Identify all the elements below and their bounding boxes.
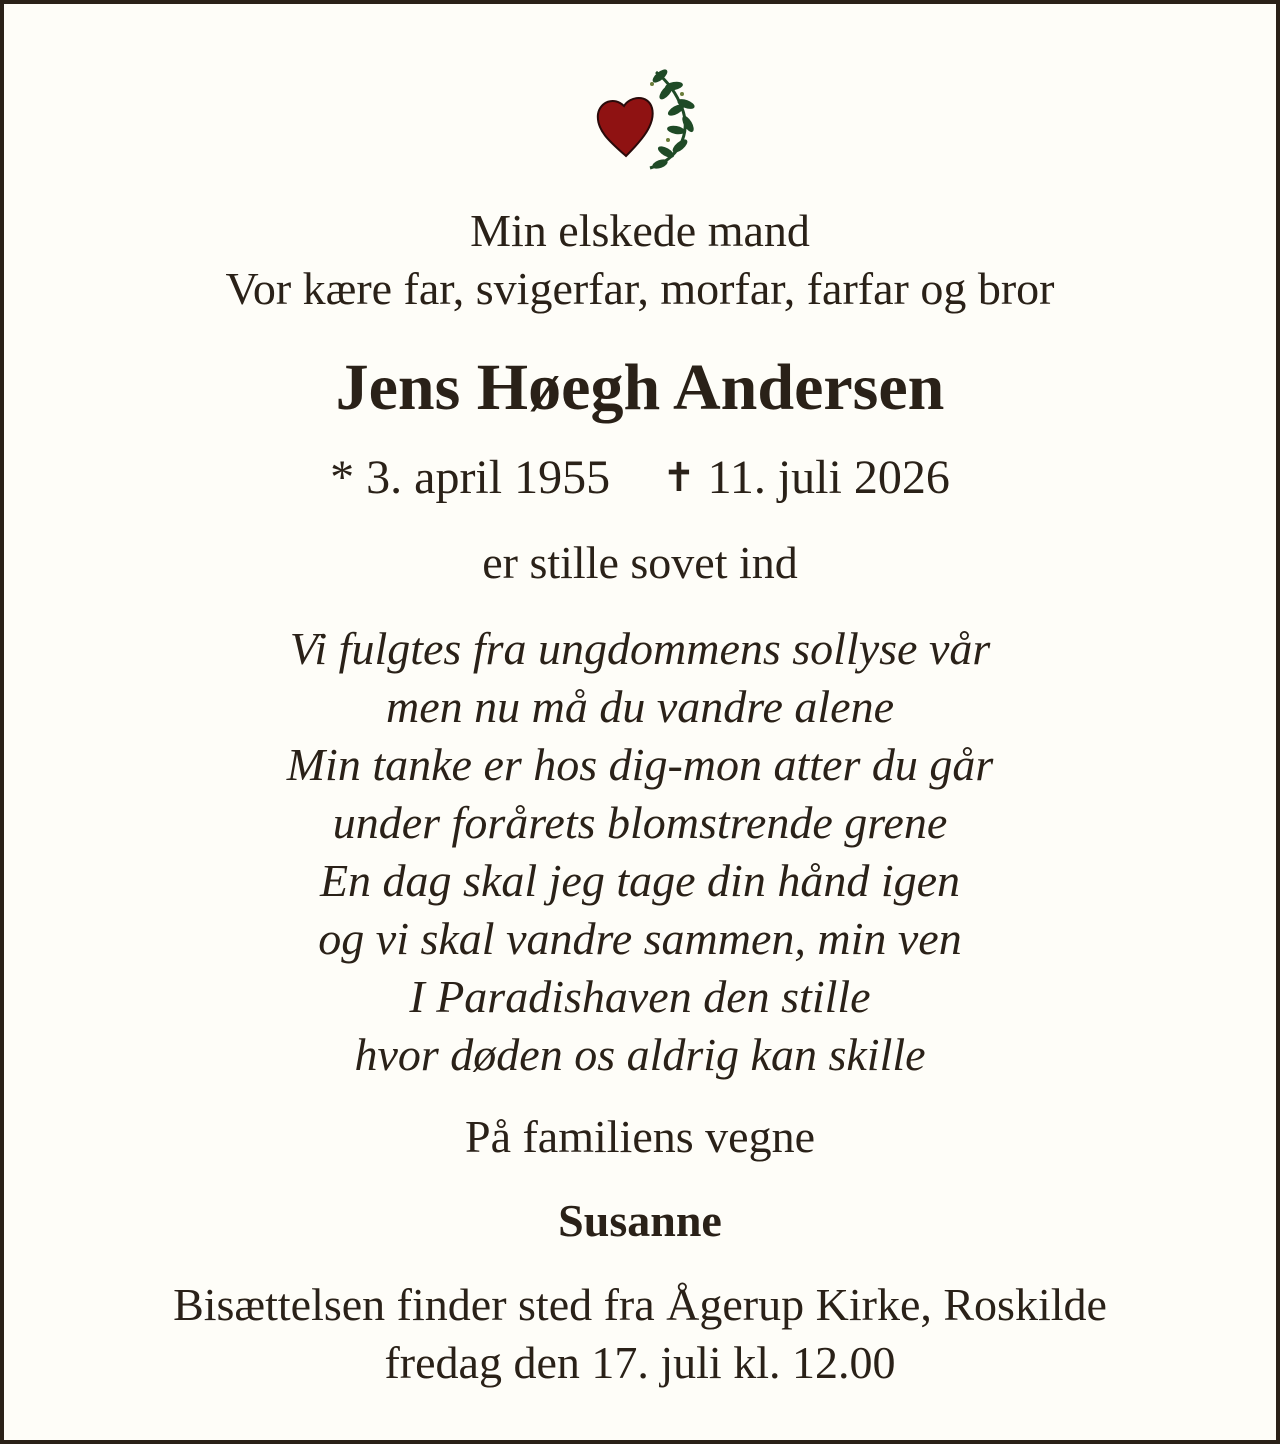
cross-icon: ✝ bbox=[662, 455, 696, 501]
heart-with-branch-icon bbox=[590, 64, 700, 176]
poem-line: og vi skal vandre sammen, min ven bbox=[318, 913, 962, 964]
deceased-name: Jens Høegh Andersen bbox=[335, 351, 945, 424]
poem-line: under forårets blomstrende grene bbox=[332, 797, 948, 848]
death-date: 11. juli 2026 bbox=[707, 451, 950, 504]
birth-date: * 3. april 1955 bbox=[330, 451, 611, 504]
funeral-line-1: Bisættelsen finder sted fra Ågerup Kirke, Roskilde bbox=[173, 1279, 1107, 1330]
poem-line: hvor døden os aldrig kan skille bbox=[354, 1029, 926, 1080]
signature: Susanne bbox=[558, 1195, 722, 1246]
poem-line: Vi fulgtes fra ungdommens sollyse vår bbox=[289, 623, 991, 674]
dates-line bbox=[4, 448, 1276, 508]
poem-line: men nu må du vandre alene bbox=[386, 681, 894, 732]
on-behalf-text: På familiens vegne bbox=[464, 1111, 815, 1162]
poem-line: En dag skal jeg tage din hånd igen bbox=[319, 855, 961, 906]
intro-line-2: Vor kære far, svigerfar, morfar, farfar og bror bbox=[225, 263, 1055, 314]
passing-text: er stille sovet ind bbox=[482, 537, 798, 588]
poem-line: Min tanke er hos dig-mon atter du går bbox=[286, 739, 994, 790]
funeral-line-2: fredag den 17. juli kl. 12.00 bbox=[384, 1337, 896, 1388]
intro-line-1: Min elskede mand bbox=[470, 205, 810, 256]
poem-line: I Paradishaven den stille bbox=[409, 971, 871, 1022]
